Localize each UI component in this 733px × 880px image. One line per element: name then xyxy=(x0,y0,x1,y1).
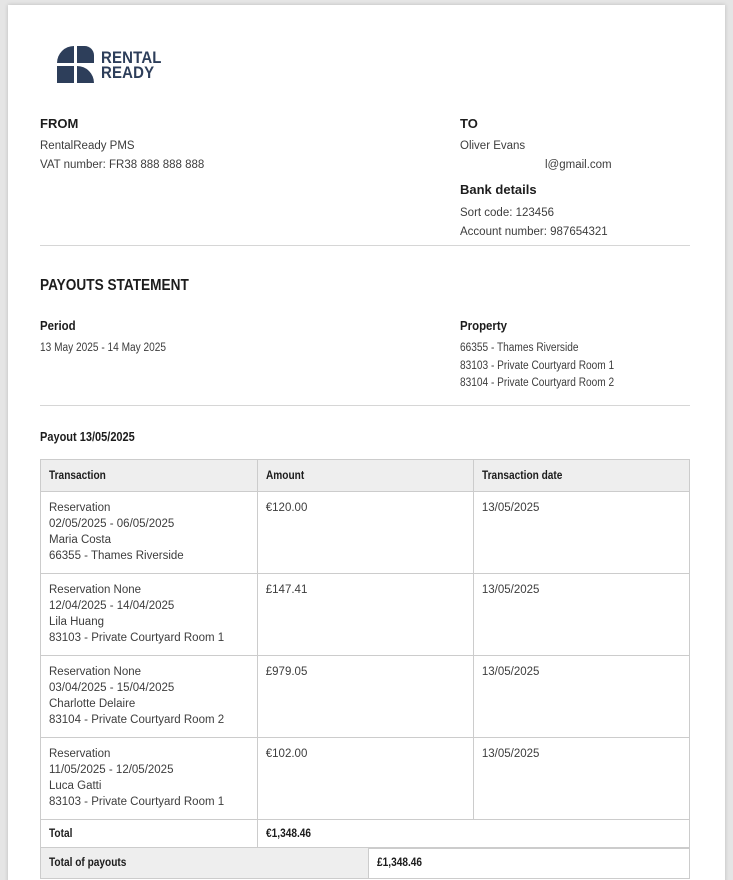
to-name: Oliver Evans xyxy=(460,140,526,152)
transaction-cell: Reservation 11/05/2025 - 12/05/2025 Luca Gatti 83103 - Private Courtyard Room 1 xyxy=(41,738,258,820)
transaction-date-cell: 13/05/2025 xyxy=(473,574,689,656)
from-company: RentalReady PMS xyxy=(40,140,135,152)
payouts-summary-table xyxy=(40,847,690,879)
table-row xyxy=(41,574,690,656)
rentalready-logo xyxy=(57,46,170,83)
logo-quadrant xyxy=(77,66,94,83)
to-email: l@gmail.com xyxy=(545,159,612,171)
table-row xyxy=(41,656,690,738)
section-divider xyxy=(40,245,690,246)
logo-quadrant xyxy=(77,46,94,63)
summary-row xyxy=(41,848,690,879)
transaction-date-cell: 13/05/2025 xyxy=(473,656,689,738)
logo-quadrant xyxy=(57,46,74,63)
amount-cell: £979.05 xyxy=(257,656,473,738)
property-item: 83103 - Private Courtyard Room 1 xyxy=(460,359,615,372)
logo-quadrant xyxy=(57,66,74,83)
property-section xyxy=(460,318,635,395)
table-total-row xyxy=(41,820,690,849)
amount-cell: €120.00 xyxy=(257,492,473,574)
bank-details-label: Bank details xyxy=(460,182,537,197)
bank-account-number: Account number: 987654321 xyxy=(460,226,608,238)
section-divider xyxy=(40,405,690,406)
property-label: Property xyxy=(460,318,508,333)
total-value-cell: €1,348.46 xyxy=(257,820,689,849)
property-item: 83104 - Private Courtyard Room 2 xyxy=(460,377,615,389)
transaction-cell: Reservation None 03/04/2025 - 15/04/2025 Charlotte Delaire 83104 - Private Courtyard Room 2 xyxy=(41,656,258,738)
column-header-transaction: Transaction xyxy=(41,460,258,492)
total-label-cell: Total xyxy=(41,820,258,849)
to-label: TO xyxy=(460,116,478,131)
transaction-date-cell: 13/05/2025 xyxy=(473,492,689,574)
total-of-payouts-value: £1,348.46 xyxy=(368,848,689,879)
column-header-transaction-date: Transaction date xyxy=(473,460,689,492)
period-value: 13 May 2025 - 14 May 2025 xyxy=(40,342,167,354)
to-section xyxy=(460,116,700,245)
logo-wordmark-line1: RENTAL xyxy=(101,47,162,67)
from-vat-number: VAT number: FR38 888 888 888 xyxy=(40,159,205,171)
total-of-payouts-label: Total of payouts xyxy=(41,848,369,879)
payouts-statement-title: PAYOUTS STATEMENT xyxy=(40,277,189,294)
transactions-table xyxy=(40,459,690,849)
logo-wordmark-line2: READY xyxy=(101,62,155,82)
statement-document xyxy=(8,5,725,880)
logo-wordmark xyxy=(101,47,170,82)
table-header-row xyxy=(41,460,690,492)
from-section xyxy=(40,116,204,178)
payout-date-title: Payout 13/05/2025 xyxy=(40,430,135,444)
table-row xyxy=(41,492,690,574)
transaction-cell: Reservation None 12/04/2025 - 14/04/2025 Lila Huang 83103 - Private Courtyard Room 1 xyxy=(41,574,258,656)
period-label: Period xyxy=(40,318,76,333)
amount-cell: £147.41 xyxy=(257,574,473,656)
bank-sort-code: Sort code: 123456 xyxy=(460,207,554,219)
amount-cell: €102.00 xyxy=(257,738,473,820)
rentalready-logo-icon xyxy=(57,46,94,83)
column-header-amount: Amount xyxy=(257,460,473,492)
from-label: FROM xyxy=(40,116,79,131)
period-section xyxy=(40,318,183,360)
property-item: 66355 - Thames Riverside xyxy=(460,342,579,354)
transaction-cell: Reservation 02/05/2025 - 06/05/2025 Maria Costa 66355 - Thames Riverside xyxy=(41,492,258,574)
transaction-date-cell: 13/05/2025 xyxy=(473,738,689,820)
table-row xyxy=(41,738,690,820)
